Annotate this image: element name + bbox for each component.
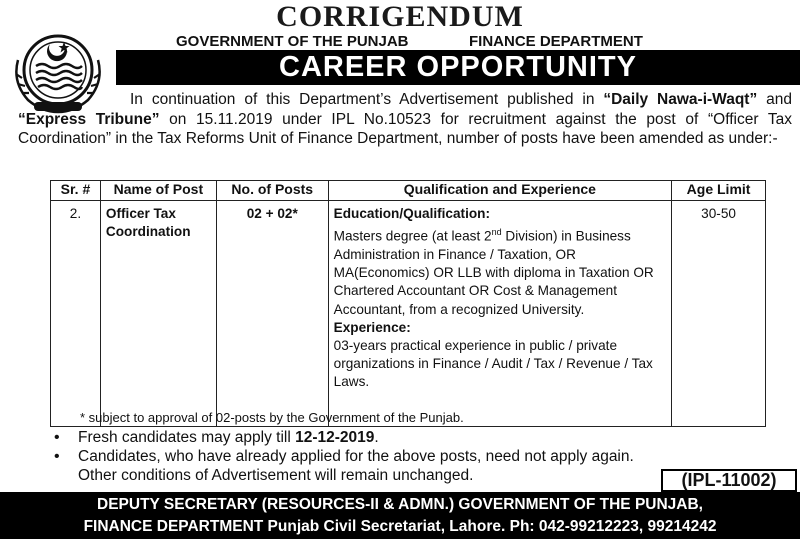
posts-table (50, 180, 766, 427)
intro-paragraph (18, 90, 792, 149)
ordinal-superscript: nd (491, 227, 502, 238)
government-label: GOVERNMENT OF THE PUNJAB (176, 33, 409, 50)
intro-text-1: In continuation of this Department’s Advertisement published in (130, 91, 604, 108)
cell-qualification (328, 201, 671, 427)
cell-age-limit: 30-50 (672, 201, 766, 427)
experience-line: organizations in Finance / Audit / Tax / Revenue / Tax (333, 356, 653, 372)
cell-sr: 2. (51, 201, 101, 427)
education-line (334, 223, 666, 246)
newspaper-name-1: “Daily Nawa-i-Waqt” (603, 91, 758, 108)
approval-footnote: * subject to approval of 02-posts by the Government of the Punjab. (80, 410, 464, 425)
department-label: FINANCE DEPARTMENT (469, 33, 643, 50)
experience-line: Laws. (333, 374, 370, 390)
list-item: • Candidates, who have already applied for the above posts, need not apply again. Other conditions of Advertisement will remain unchanged. (44, 447, 784, 485)
deadline-date: 12-12-2019 (295, 429, 375, 446)
table-header-row (51, 181, 766, 201)
education-line: Administration in Finance / Taxation, OR (333, 246, 576, 262)
education-line: Chartered Accountant OR Cost & Management (333, 283, 618, 299)
experience-heading: Experience: (333, 319, 411, 335)
intro-text-2: and (757, 91, 793, 108)
education-heading: Education/Qualification: (333, 206, 490, 221)
education-line: Accountant, from a recognized University. (333, 301, 585, 317)
deadline-period: . (374, 429, 379, 446)
header-age-limit: Age Limit (672, 181, 766, 201)
page-title: CORRIGENDUM (276, 0, 524, 33)
post-name-line: Officer Tax (105, 206, 176, 221)
list-item (44, 428, 784, 447)
contact-footer (0, 492, 800, 539)
intro-text-3: on 15.11.2019 under IPL No.10523 for recruitment against the post of “Officer Tax Coordination” in the Tax Reforms Unit of Finance Department, number of posts have been amended as under:- (18, 110, 793, 148)
cell-no-of-posts: 02 + 02* (216, 201, 328, 427)
education-line: MA(Economics) OR LLB with diploma in Taxation OR (333, 265, 654, 281)
career-opportunity-banner: CAREER OPPORTUNITY (116, 50, 800, 85)
table-row (51, 201, 766, 427)
footer-line-1: DEPUTY SECRETARY (RESOURCES-II & ADMN.) GOVERNMENT OF THE PUNJAB, (97, 496, 703, 513)
education-text: Division) in Business (501, 228, 631, 244)
newspaper-name-2: “Express Tribune” (18, 110, 160, 128)
header-name-of-post: Name of Post (100, 181, 216, 201)
cell-post-name (100, 201, 216, 427)
header-no-of-posts: No. of Posts (216, 181, 328, 201)
ipl-number-box: (IPL-11002) (661, 469, 797, 492)
deadline-text: Fresh candidates may apply till (78, 429, 296, 446)
footer-line-2: FINANCE DEPARTMENT Punjab Civil Secretariat, Lahore. Ph: 042-99212223, 99214242 (83, 518, 717, 535)
post-name-line: Coordination (105, 224, 191, 240)
education-text: Masters degree (at least 2 (333, 228, 492, 244)
header-qualification: Qualification and Experience (328, 181, 671, 201)
experience-line: 03-years practical experience in public / private (333, 337, 618, 353)
header-sr: Sr. # (51, 181, 101, 201)
